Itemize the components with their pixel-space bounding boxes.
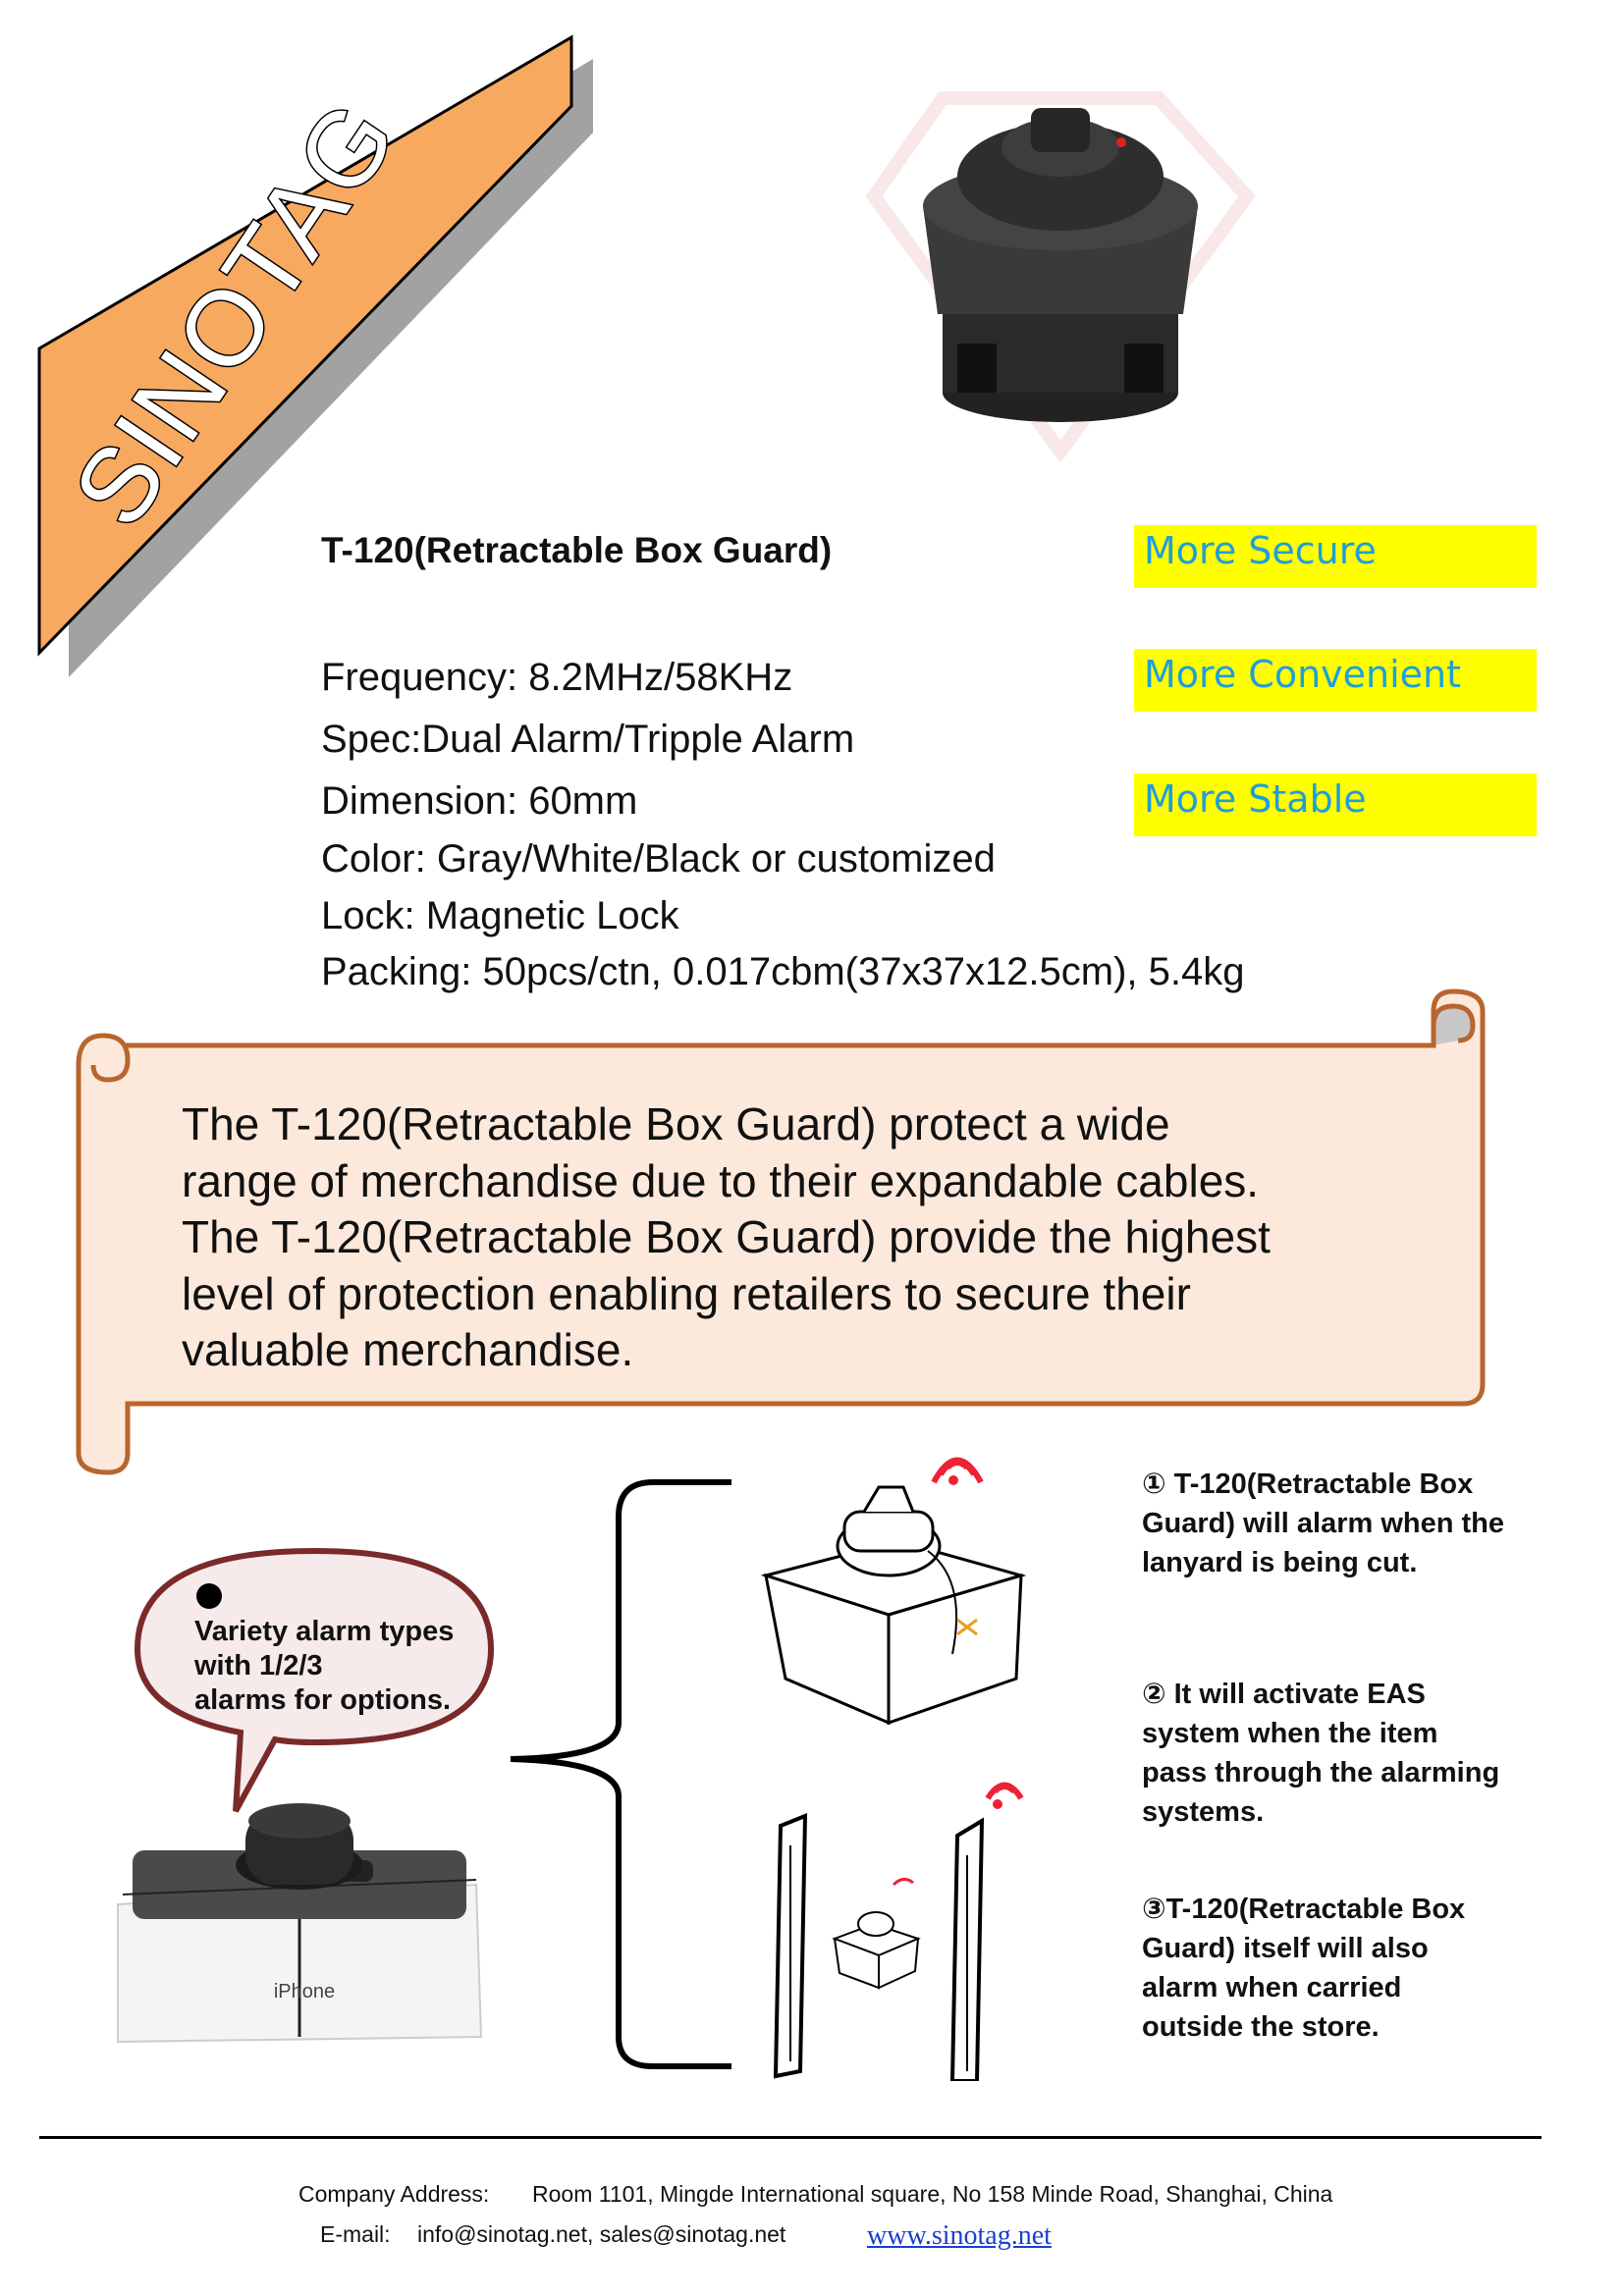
description-text — [182, 1096, 1419, 1379]
callout-line: alarms for options. — [194, 1684, 452, 1716]
badge-label: More Secure — [1144, 529, 1377, 572]
feature-line: alarm when carried — [1142, 1972, 1402, 2003]
bullet-dot-icon — [196, 1583, 222, 1609]
badge-convenient — [1134, 649, 1537, 712]
spec-frequency: Frequency: 8.2MHz/58KHz — [321, 656, 793, 699]
brand-logo-text: SINOTAG — [50, 80, 419, 547]
callout-line: with 1/2/3 — [194, 1650, 323, 1682]
box-guard-illustration — [756, 1443, 1031, 1737]
eas-gate-illustration — [766, 1767, 1051, 2081]
description-line: level of protection enabling retailers to secure their — [182, 1267, 1191, 1319]
feature-line: pass through the alarming — [1142, 1757, 1500, 1789]
phone-box-label: iPhone — [273, 1981, 336, 2002]
feature-line: Guard) itself will also — [1142, 1933, 1429, 1964]
feature-line: systems. — [1142, 1796, 1265, 1828]
brand-banner — [0, 0, 609, 687]
footer-divider — [39, 2136, 1542, 2139]
badge-label: More Stable — [1144, 777, 1367, 821]
product-title: T-120(Retractable Box Guard) — [321, 530, 833, 570]
footer-email-label: E-mail: — [320, 2221, 391, 2247]
feature-line: Guard) will alarm when the — [1142, 1508, 1505, 1539]
feature-1 — [1142, 1465, 1554, 1582]
spec-alarm: Spec:Dual Alarm/Tripple Alarm — [321, 718, 855, 761]
spec-color: Color: Gray/White/Black or customized — [321, 837, 996, 881]
description-line: valuable merchandise. — [182, 1324, 634, 1375]
feature-line: ③T-120(Retractable Box — [1142, 1894, 1466, 1925]
description-line: The T-120(Retractable Box Guard) provide the highest — [182, 1211, 1271, 1262]
callout-text — [194, 1615, 454, 1718]
feature-line: outside the store. — [1142, 2011, 1380, 2043]
footer-website-link[interactable]: www.sinotag.net — [867, 2220, 1052, 2251]
footer-emails: info@sinotag.net, sales@sinotag.net — [417, 2221, 786, 2247]
feature-3 — [1142, 1890, 1554, 2047]
product-photo — [864, 69, 1257, 461]
feature-line: system when the item — [1142, 1718, 1438, 1749]
feature-line: lanyard is being cut. — [1142, 1547, 1418, 1578]
curly-brace — [501, 1472, 736, 2081]
feature-line: ① T-120(Retractable Box — [1142, 1468, 1474, 1500]
phone-box-photo — [113, 1796, 486, 2052]
description-line: The T-120(Retractable Box Guard) protect a wide — [182, 1098, 1170, 1149]
footer-address: Room 1101, Mingde International square, No 158 Minde Road, Shanghai, China — [532, 2181, 1333, 2207]
spec-lock: Lock: Magnetic Lock — [321, 894, 679, 937]
footer-address-label: Company Address: — [298, 2181, 490, 2207]
feature-2 — [1142, 1675, 1554, 1832]
description-line: range of merchandise due to their expandable cables. — [182, 1154, 1260, 1206]
callout-line: Variety alarm types — [194, 1616, 455, 1647]
badge-stable — [1134, 774, 1537, 836]
spec-dimension: Dimension: 60mm — [321, 779, 638, 823]
spec-packing: Packing: 50pcs/ctn, 0.017cbm(37x37x12.5cm), 5.4kg — [321, 950, 1245, 993]
badge-label: More Convenient — [1144, 653, 1462, 696]
feature-line: ② It will activate EAS — [1142, 1679, 1426, 1710]
badge-secure — [1134, 525, 1537, 588]
